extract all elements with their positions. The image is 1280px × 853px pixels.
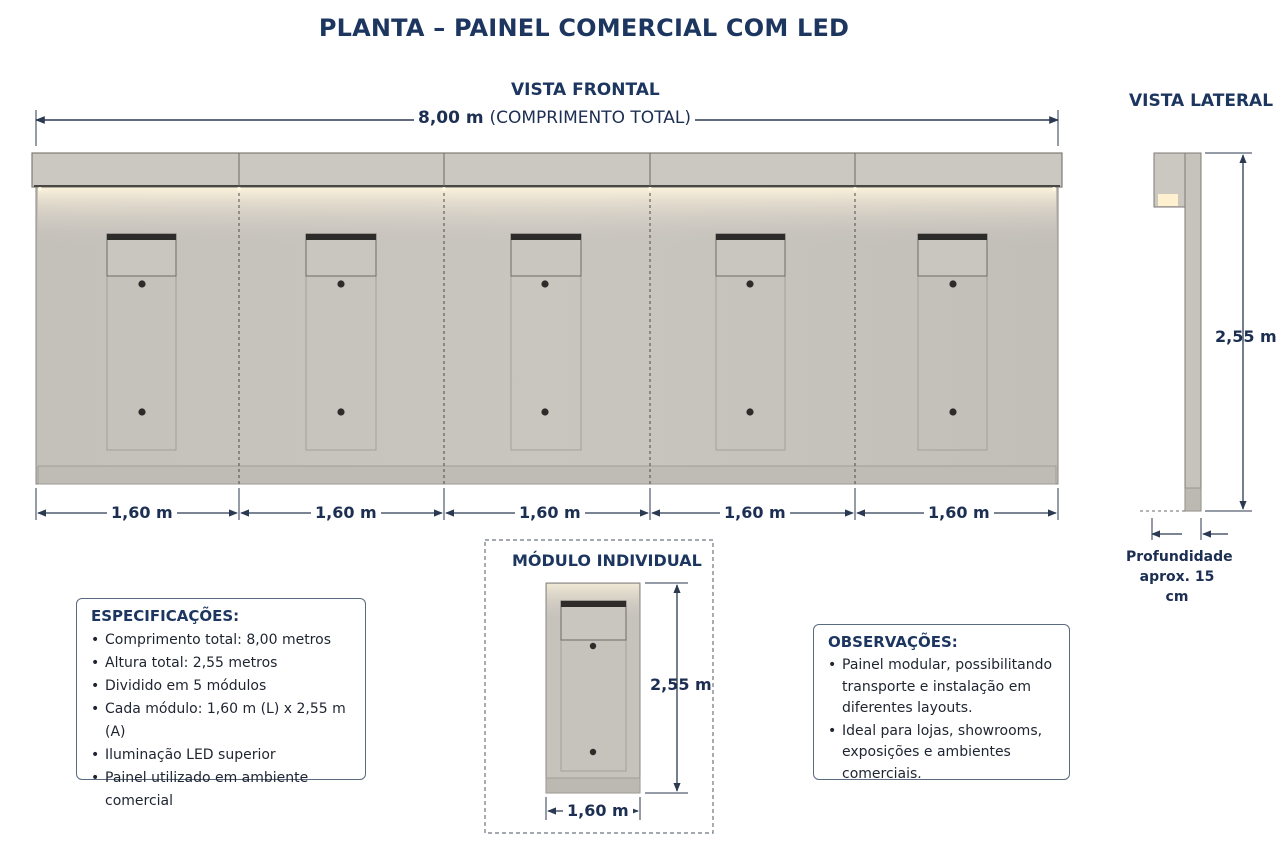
module-width-5: 1,60 m: [924, 503, 994, 522]
list-item: • Ideal para lojas, showrooms, exposições e ambientes comerciais.: [828, 721, 1055, 786]
specs-heading: ESPECIFICAÇÕES:: [91, 607, 240, 625]
notes-list: [828, 655, 1055, 785]
list-item: • Painel modular, possibilitando transporte e instalação em diferentes layouts.: [828, 655, 1055, 720]
specs-box: [76, 598, 366, 809]
side-view-drawing: [1140, 153, 1252, 540]
total-length-value: 8,00 m: [418, 108, 484, 128]
single-module-drawing: [546, 583, 688, 820]
notes-box: [813, 624, 1070, 780]
module-height-label: 2,55 m: [650, 675, 712, 694]
total-length-note: (COMPRIMENTO TOTAL): [489, 108, 691, 128]
page-title: PLANTA – PAINEL COMERCIAL COM LED: [318, 14, 850, 42]
list-item: • Dividido em 5 módulos: [91, 675, 351, 698]
depth-label-line1: Profundidade: [1126, 549, 1233, 565]
list-item: • Comprimento total: 8,00 metros: [91, 629, 351, 652]
front-view-heading: VISTA FRONTAL: [511, 80, 660, 100]
led-canopy: [32, 153, 1062, 187]
list-item: • Painel utilizado em ambiente comercial: [91, 767, 351, 813]
module-width-2: 1,60 m: [311, 503, 381, 522]
total-length-label: [414, 108, 695, 128]
depth-label: [1126, 547, 1233, 607]
list-item: • Cada módulo: 1,60 m (L) x 2,55 m (A): [91, 698, 351, 744]
module-width-3: 1,60 m: [515, 503, 585, 522]
notes-heading: OBSERVAÇÕES:: [828, 633, 958, 651]
base-strip: [38, 466, 1056, 484]
list-item: • Iluminação LED superior: [91, 744, 351, 767]
depth-label-line2: aprox. 15 cm: [1139, 569, 1215, 605]
specs-list: [91, 629, 351, 813]
module-width-label: 1,60 m: [563, 801, 633, 820]
module-width-1: 1,60 m: [107, 503, 177, 522]
list-item: • Altura total: 2,55 metros: [91, 652, 351, 675]
module-heading: MÓDULO INDIVIDUAL: [512, 551, 702, 570]
side-view-heading: VISTA LATERAL: [1129, 91, 1274, 111]
side-height-label: 2,55 m: [1215, 327, 1277, 346]
module-width-4: 1,60 m: [720, 503, 790, 522]
